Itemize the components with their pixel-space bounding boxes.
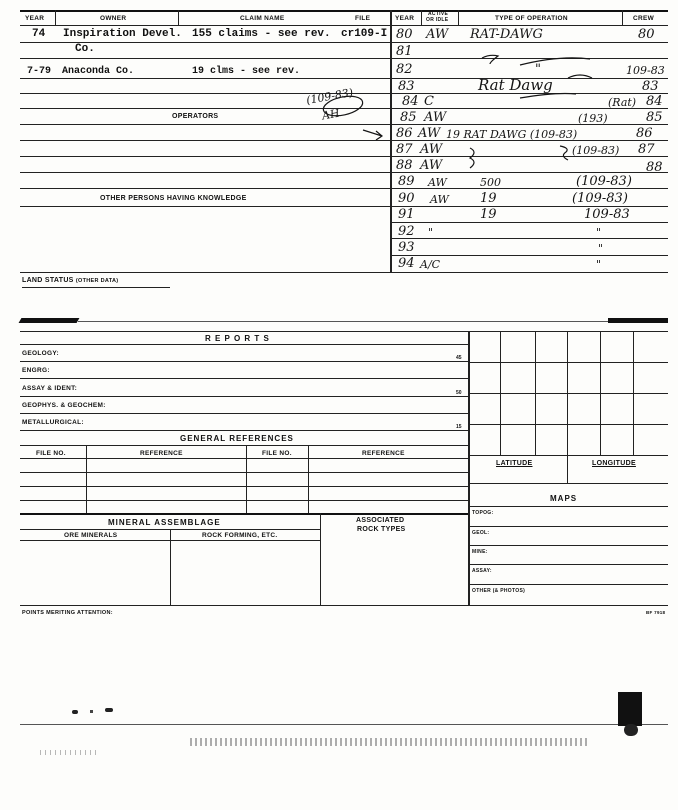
log-91-crew: 109-83 bbox=[584, 207, 630, 222]
rock-forming-label: ROCK FORMING, ETC. bbox=[202, 532, 278, 539]
points-meriting-attention: POINTS MERITING ATTENTION: bbox=[22, 610, 113, 616]
scan-artifact-left bbox=[19, 318, 80, 323]
owner-row-2-year: 7-79 bbox=[27, 66, 52, 77]
log-91-type: 19 bbox=[480, 207, 497, 222]
gr-reference: REFERENCE bbox=[140, 450, 183, 457]
maps-other: OTHER (& PHOTOS) bbox=[472, 588, 526, 594]
log-82-crew: 109-83 bbox=[626, 64, 665, 77]
log-86-crew: 86 bbox=[636, 126, 653, 141]
maps-topog: TOPOG: bbox=[472, 510, 494, 516]
log-81-year: 81 bbox=[396, 44, 413, 59]
log-87-type: (109-83) bbox=[572, 144, 620, 157]
maps-assay: ASSAY: bbox=[472, 568, 492, 574]
log-82-type: " bbox=[535, 62, 541, 77]
general-references-title: GENERAL REFERENCES bbox=[180, 434, 294, 443]
log-90-year: 90 bbox=[398, 191, 415, 206]
latitude-label: LATITUDE bbox=[496, 460, 533, 467]
header-active: ACTIVE bbox=[428, 11, 449, 17]
log-90-crew: (109-83) bbox=[572, 191, 628, 206]
owner-row-1-file: cr109-I bbox=[341, 28, 388, 40]
log-89-crew: (109-83) bbox=[576, 174, 632, 189]
gr-file-no: FILE NO. bbox=[36, 450, 66, 457]
log-82-year: 82 bbox=[396, 62, 413, 77]
reports-assay: ASSAY & IDENT: bbox=[22, 385, 78, 392]
maps-title: MAPS bbox=[550, 494, 578, 503]
header-claim-name: CLAIM NAME bbox=[240, 15, 285, 22]
header-or-idle: OR IDLE bbox=[426, 17, 449, 23]
owner-row-1-claim: 155 claims - see rev. bbox=[192, 28, 331, 40]
handwriting-strokes bbox=[20, 10, 668, 272]
log-80-type: RAT-DAWG bbox=[470, 27, 543, 42]
log-83-crew: 83 bbox=[642, 79, 659, 94]
scan-artifact-dot-3 bbox=[105, 708, 113, 712]
log-86-active: AW bbox=[418, 126, 441, 141]
other-persons-label: OTHER PERSONS HAVING KNOWLEDGE bbox=[100, 195, 247, 202]
log-88-year: 88 bbox=[396, 158, 413, 173]
reports-title: R E P O R T S bbox=[205, 334, 270, 343]
owner-row-1-owner: Inspiration Devel. bbox=[63, 28, 182, 40]
reports-geology: GEOLOGY: bbox=[22, 350, 59, 357]
scan-artifact-right bbox=[608, 318, 668, 323]
gr-reference2: REFERENCE bbox=[362, 450, 405, 457]
header-file: FILE bbox=[355, 15, 371, 22]
scan-artifact-noise-2 bbox=[40, 750, 100, 755]
log-83-year: 83 bbox=[398, 79, 415, 94]
form-number: BF 7918 bbox=[646, 610, 666, 615]
log-90-type: 19 bbox=[480, 191, 497, 206]
header-owner: OWNER bbox=[100, 15, 127, 22]
header-type-of-operation: TYPE OF OPERATION bbox=[495, 15, 568, 22]
mineral-assemblage-title: MINERAL ASSEMBLAGE bbox=[108, 518, 221, 527]
reports-num-45: 45 bbox=[456, 355, 462, 361]
scan-artifact-noise bbox=[190, 738, 590, 746]
log-88-crew: 88 bbox=[646, 160, 663, 175]
header-crew: CREW bbox=[633, 15, 655, 22]
log-94-year: 94 bbox=[398, 256, 415, 271]
log-84-active: C bbox=[424, 94, 434, 109]
reports-metallurgical: METALLURGICAL: bbox=[22, 419, 84, 426]
gr-file-no2: FILE NO. bbox=[262, 450, 292, 457]
log-89-type: 500 bbox=[480, 176, 501, 189]
log-92-active: " bbox=[428, 226, 434, 239]
log-83-type: Rat Dawg bbox=[478, 76, 553, 94]
log-88-active: AW bbox=[420, 158, 443, 173]
scan-artifact-blob bbox=[624, 724, 638, 736]
scan-artifact-block bbox=[618, 692, 642, 726]
log-87-crew: 87 bbox=[638, 142, 655, 157]
ore-minerals-label: ORE MINERALS bbox=[64, 532, 118, 539]
maps-mine: MINE: bbox=[472, 549, 488, 555]
reports-engrg: ENGRG: bbox=[22, 367, 50, 374]
reports-num-15: 15 bbox=[456, 424, 462, 430]
log-84-year: 84 bbox=[402, 94, 419, 109]
log-85-active: AW bbox=[424, 110, 447, 125]
scan-artifact-dot-2 bbox=[90, 710, 93, 713]
log-85-year: 85 bbox=[400, 110, 417, 125]
header-year: YEAR bbox=[25, 15, 45, 22]
log-93-year: 93 bbox=[398, 240, 415, 255]
log-93-crew: " bbox=[598, 242, 604, 255]
log-86-type: 19 RAT DAWG (109-83) bbox=[446, 128, 578, 141]
reports-geophys: GEOPHYS. & GEOCHEM: bbox=[22, 402, 106, 409]
scan-artifact-dot-1 bbox=[72, 710, 78, 714]
log-94-active: A/C bbox=[420, 258, 441, 271]
log-86-year: 86 bbox=[396, 126, 413, 141]
owner-row-1-year: 74 bbox=[32, 28, 46, 40]
owner-row-1-owner-cont: Co. bbox=[75, 43, 95, 55]
longitude-label: LONGITUDE bbox=[592, 460, 636, 467]
operators-label: OPERATORS bbox=[172, 113, 219, 120]
log-80-crew: 80 bbox=[638, 27, 655, 42]
associated-label: ASSOCIATED bbox=[356, 517, 405, 524]
header-year2: YEAR bbox=[395, 15, 415, 22]
log-84-crew: 84 bbox=[646, 94, 663, 109]
rock-types-label: ROCK TYPES bbox=[357, 526, 406, 533]
log-84-type: (Rat) bbox=[608, 96, 637, 109]
log-89-year: 89 bbox=[398, 174, 415, 189]
log-85-crew: 85 bbox=[646, 110, 663, 125]
log-80-year: 80 bbox=[396, 27, 413, 42]
reports-num-50: 50 bbox=[456, 390, 462, 396]
log-90-active: AW bbox=[430, 193, 449, 206]
log-80-active: AW bbox=[426, 27, 449, 42]
log-94-crew: " bbox=[596, 258, 602, 271]
margin-note-initials: AH bbox=[321, 106, 341, 123]
land-status-label: LAND STATUS (OTHER DATA) bbox=[22, 277, 119, 284]
log-87-active: AW bbox=[420, 142, 443, 157]
log-91-year: 91 bbox=[398, 207, 415, 222]
owner-row-2-claim: 19 clms - see rev. bbox=[192, 66, 301, 77]
maps-geol: GEOL: bbox=[472, 530, 490, 536]
margin-note-file: (109-83) bbox=[305, 85, 355, 108]
log-92-year: 92 bbox=[398, 224, 415, 239]
log-89-active: AW bbox=[428, 176, 447, 189]
owner-row-2-owner: Anaconda Co. bbox=[62, 66, 135, 77]
log-87-year: 87 bbox=[396, 142, 413, 157]
log-92-crew: " bbox=[596, 226, 602, 239]
log-85-type: (193) bbox=[578, 112, 608, 125]
